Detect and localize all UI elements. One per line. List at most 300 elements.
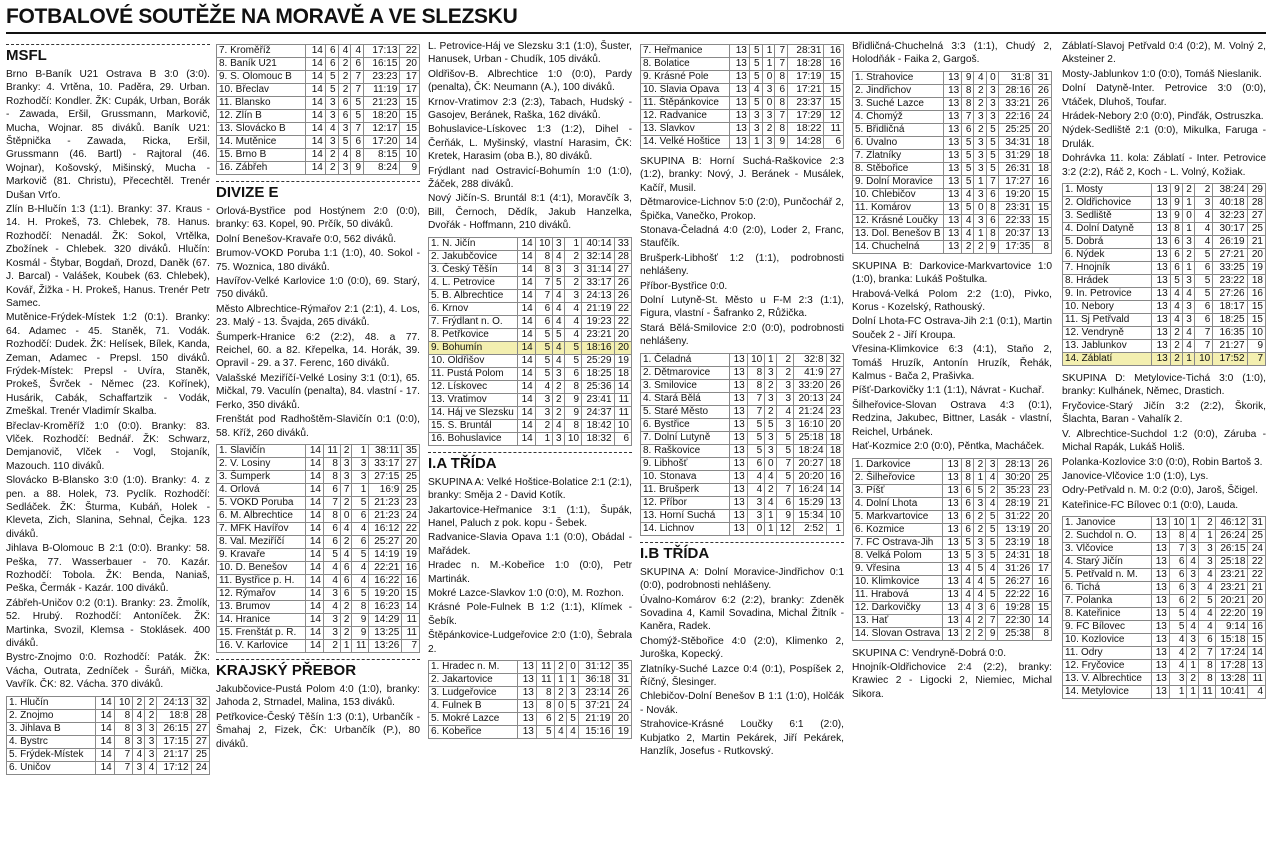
table-cell: 18:16 — [582, 341, 614, 354]
table-cell: 3 — [553, 367, 564, 380]
table-cell: 26 — [1033, 84, 1052, 97]
table-cell: 8. Kateřinice — [1063, 608, 1152, 621]
table-cell: 20 — [613, 712, 632, 725]
table-cell: 4 — [1187, 621, 1199, 634]
column-2 — [216, 40, 420, 856]
table-cell: 3 — [1198, 543, 1215, 556]
table-cell: 22 — [1248, 569, 1266, 582]
table-cell: 34:31 — [998, 136, 1033, 149]
table-cell: 5 — [776, 431, 793, 444]
table-cell: 15. Brno B — [217, 149, 306, 162]
table-row — [1063, 275, 1266, 288]
table-cell: 22:22 — [998, 588, 1033, 601]
match-report: Vřesina-Klimkovice 6:3 (4:1), Staňo 2, Tomáš Hruzík, Antonín Hruzík, Řehák, Kalmus - Bača 2, Prašivka. — [852, 344, 1052, 383]
table-cell: 4 — [553, 341, 564, 354]
table-cell: 3. Ludgeřovice — [429, 686, 518, 699]
table-cell: 6 — [1169, 556, 1187, 569]
table-cell: 25 — [402, 483, 420, 496]
table-cell: 5 — [986, 588, 998, 601]
table-row — [429, 393, 632, 406]
standings-table — [640, 353, 844, 536]
table-cell: 2 — [553, 380, 564, 393]
table-cell: 1. Hradec n. M. — [429, 660, 518, 673]
table-cell: 37:21 — [578, 699, 613, 712]
table-cell: 6 — [1194, 301, 1212, 314]
table-cell: 19:28 — [998, 601, 1033, 614]
table-cell: 6 — [536, 712, 554, 725]
table-cell: 5. B. Albrechtice — [429, 289, 518, 302]
table-cell: 5 — [986, 136, 998, 149]
table-cell: 6 — [1169, 595, 1187, 608]
table-row — [1063, 197, 1266, 210]
table-cell: 6 — [986, 601, 998, 614]
table-cell: 2. V. Losiny — [217, 457, 306, 470]
table-cell: 6. Úvalno — [853, 136, 944, 149]
table-cell: 5. Petřvald n. M. — [1063, 569, 1152, 582]
table-cell: 8 — [564, 380, 581, 393]
table-cell: 5 — [749, 71, 762, 84]
table-cell: 11:19 — [364, 84, 400, 97]
table-cell: 4 — [765, 470, 776, 483]
match-report: SKUPINA D: Metylovice-Tichá 3:0 (1:0), branky: Kulhánek, Němec, Drastich. — [1062, 373, 1266, 398]
table-cell: 13 — [1152, 327, 1170, 340]
table-cell: 24 — [191, 761, 209, 774]
table-cell: 5 — [535, 328, 552, 341]
table-cell: 6. Kozmice — [853, 523, 943, 536]
section-heading: DIVIZE E — [216, 181, 420, 202]
table-cell: 3 — [133, 735, 145, 748]
table-cell: 2 — [340, 626, 352, 639]
table-cell: 14 — [306, 45, 326, 58]
table-cell: 17:35 — [998, 240, 1033, 253]
table-cell: 3 — [765, 444, 776, 457]
table-cell: 14 — [518, 406, 535, 419]
table-row — [853, 84, 1052, 97]
table-cell: 3 — [145, 748, 157, 761]
table-cell: 5 — [962, 136, 974, 149]
table-cell: 9 — [1170, 210, 1182, 223]
table-cell: 2 — [776, 366, 793, 379]
table-cell: 8 — [351, 149, 364, 162]
table-cell: 13 — [518, 712, 537, 725]
table-cell: 21 — [1033, 497, 1052, 510]
table-cell: 26:27 — [998, 575, 1033, 588]
table-cell: 2. Jindřichov — [853, 84, 944, 97]
table-cell: 9. Bohumín — [429, 341, 518, 354]
table-cell: 18:25 — [582, 367, 614, 380]
table-cell: 2 — [325, 162, 338, 175]
table-cell: 4 — [747, 483, 764, 496]
table-cell: 2 — [338, 58, 351, 71]
table-cell: 26 — [614, 289, 631, 302]
table-cell: 7 — [114, 748, 132, 761]
table-cell: 14 — [306, 444, 324, 457]
table-cell: 4 — [1194, 210, 1212, 223]
table-cell: 31:26 — [998, 562, 1033, 575]
table-row — [429, 367, 632, 380]
table-cell: 11 — [402, 613, 420, 626]
table-cell: 3 — [1182, 236, 1194, 249]
table-cell: 7 — [1198, 647, 1215, 660]
table-cell: 3 — [1169, 673, 1187, 686]
table-cell: 21 — [1247, 236, 1265, 249]
match-report: Úvalno-Komárov 6:2 (2:2), branky: Zdeněk Sovadina 4, Kamil Sovadina, Michal Žitník - Kaněra, Radek. — [640, 594, 844, 633]
table-cell: 17 — [400, 84, 420, 97]
table-cell: 5 — [765, 418, 776, 431]
table-cell: 33:17 — [582, 276, 614, 289]
table-cell: 6 — [535, 302, 552, 315]
table-cell: 17:29 — [788, 110, 824, 123]
table-cell: 23:22 — [1213, 275, 1247, 288]
table-cell: 3 — [973, 549, 985, 562]
table-cell: 4 — [765, 496, 776, 509]
table-cell: 23:21 — [582, 328, 614, 341]
standings-table — [1062, 183, 1266, 366]
table-cell: 2 — [986, 484, 998, 497]
table-cell: 10. Kozlovice — [1063, 634, 1152, 647]
table-cell: 15 — [400, 110, 420, 123]
table-cell: 5 — [986, 536, 998, 549]
table-cell: 14 — [518, 341, 535, 354]
table-cell: 25 — [1033, 471, 1052, 484]
table-cell: 13 — [1152, 556, 1170, 569]
table-cell: 5 — [961, 536, 973, 549]
table-cell: 8 — [1198, 673, 1215, 686]
table-cell: 3 — [553, 237, 564, 250]
table-cell: 17:52 — [1213, 353, 1247, 366]
table-cell: 29 — [1247, 184, 1265, 197]
table-cell: 5 — [1194, 275, 1212, 288]
table-cell: 4 — [749, 84, 762, 97]
table-cell: 3 — [324, 613, 341, 626]
table-cell: 3 — [564, 263, 581, 276]
table-cell: 1 — [765, 522, 776, 535]
table-cell: 14:28 — [788, 136, 824, 149]
table-cell: 40:14 — [582, 237, 614, 250]
table-cell: 16 — [824, 45, 844, 58]
table-cell: 26 — [613, 686, 632, 699]
table-cell: 27 — [402, 457, 420, 470]
table-cell: 1 — [1187, 686, 1199, 699]
table-cell: 2 — [961, 627, 973, 640]
table-cell: 4 — [1187, 530, 1199, 543]
table-cell: 21:23 — [364, 97, 400, 110]
table-row — [1063, 634, 1266, 647]
table-cell: 20:27 — [794, 457, 826, 470]
table-cell: 7 — [775, 110, 788, 123]
table-cell: 6 — [351, 58, 364, 71]
table-cell: 1. Čeladná — [641, 353, 730, 366]
table-row — [217, 561, 420, 574]
table-cell: 27 — [826, 366, 843, 379]
table-cell: 14 — [400, 136, 420, 149]
table-cell: 24 — [613, 699, 632, 712]
table-cell: 6 — [340, 587, 352, 600]
table-cell: 4 — [747, 470, 764, 483]
table-cell: 3 — [974, 136, 986, 149]
table-cell: 4. Dolní Lhota — [853, 497, 943, 510]
table-cell: 1 — [765, 353, 776, 366]
table-cell: 4. Starý Jičín — [1063, 556, 1152, 569]
table-cell: 16. Zábřeh — [217, 162, 306, 175]
table-cell: 2 — [1170, 327, 1182, 340]
table-cell: 6 — [340, 574, 352, 587]
table-cell: 13 — [730, 483, 747, 496]
match-report: Bohuslavice-Lískovec 1:3 (1:2), Dihel - Čerňák, L. Myšinský, vlastní Harasim, ČK: Kretek, Harasim (oba B.), 80 diváků. — [428, 124, 632, 163]
table-cell: 4 — [776, 405, 793, 418]
table-cell: 18 — [826, 431, 843, 444]
table-cell: 6 — [1194, 314, 1212, 327]
match-report: Dolní Benešov-Kravaře 0:0, 562 diváků. — [216, 233, 397, 245]
table-cell: 13 — [730, 71, 750, 84]
table-cell: 7 — [747, 392, 764, 405]
table-cell: 2. Oldřichovice — [1063, 197, 1152, 210]
table-cell: 12. Rýmařov — [217, 587, 306, 600]
table-cell: 2 — [762, 123, 775, 136]
table-cell: 1 — [1182, 197, 1194, 210]
table-row — [1063, 582, 1266, 595]
table-cell: 1 — [352, 483, 369, 496]
table-row — [7, 722, 210, 735]
table-cell: 6 — [351, 136, 364, 149]
table-cell: 0 — [986, 71, 998, 84]
table-row — [429, 354, 632, 367]
table-row — [1063, 353, 1266, 366]
table-cell: 6 — [961, 484, 973, 497]
table-cell: 13 — [943, 536, 962, 549]
table-cell: 4 — [961, 601, 973, 614]
table-cell: 5 — [747, 418, 764, 431]
table-cell: 18:32 — [582, 432, 614, 445]
table-cell: 9 — [962, 71, 974, 84]
table-cell: 2 — [1187, 647, 1199, 660]
table-cell: 0 — [765, 457, 776, 470]
table-cell: 26:15 — [1215, 543, 1248, 556]
table-cell: 11 — [1248, 673, 1266, 686]
table-cell: 7. Frýdlant n. O. — [429, 315, 518, 328]
table-cell: 11 — [536, 673, 554, 686]
table-cell: 4. Chomýž — [853, 110, 944, 123]
table-cell: 14 — [306, 97, 326, 110]
table-cell: 4 — [1182, 327, 1194, 340]
table-row — [641, 136, 844, 149]
table-cell: 6 — [986, 214, 998, 227]
table-cell: 14 — [306, 71, 326, 84]
table-cell: 7 — [775, 58, 788, 71]
match-report: Dohrávka 11. kola: Záblatí - Inter. Petrovice 3:2 (2:2), Ráč 2, Koch - L. Volný, Kožiak. — [1062, 153, 1266, 178]
table-cell: 3 — [986, 97, 998, 110]
table-cell: 3 — [765, 431, 776, 444]
table-cell: 3 — [762, 84, 775, 97]
table-cell: 4 — [340, 548, 352, 561]
match-report: V. Albrechtice-Suchdol 1:2 (0:0), Záruba - Michal Rapák, Lukáš Holiš. — [1062, 428, 1266, 454]
table-cell: 1. N. Jičín — [429, 237, 518, 250]
table-cell: 3 — [1182, 301, 1194, 314]
table-cell: 4 — [351, 45, 364, 58]
table-cell: 3 — [535, 393, 552, 406]
table-cell: 2 — [1187, 595, 1199, 608]
table-cell: 13 — [943, 71, 962, 84]
match-report: Brno B-Baník U21 Ostrava B 3:0 (3:0). Branky: 4. Vrtěna, 10. Paděra, 29. Urban. Rozhodčí: Kondler. ŽK: Cupák, Urban, Borák - Zawada, Eršil, Grussmann, Markovič, Mucha, Wojnar. 85 diváků. Baník U21: Štěpnička - Zawada, Ricka, Eršil, Grussmann (46. Bartl) - Rajtoral (46. Wojnar), Košovský, Mišinský, Mucha - Markovič (81. Christu), Přecechtěl. Trenér Dušan Vrťo. — [6, 69, 210, 201]
table-cell: 13 — [1248, 660, 1266, 673]
table-cell: 8 — [1198, 660, 1215, 673]
table-cell: 4 — [564, 302, 581, 315]
table-row — [1063, 673, 1266, 686]
table-cell: 41:9 — [794, 366, 826, 379]
table-cell: 15:29 — [794, 496, 826, 509]
table-cell: 9. Vřesina — [853, 562, 943, 575]
table-cell: 14 — [96, 735, 114, 748]
table-cell: 14 — [96, 709, 114, 722]
table-cell: 7 — [535, 289, 552, 302]
table-cell: 16 — [402, 561, 420, 574]
table-cell: 15 — [1033, 601, 1052, 614]
table-cell: 20 — [1033, 523, 1052, 536]
table-cell: 14 — [96, 761, 114, 774]
table-cell: 13. V. Albrechtice — [1063, 673, 1152, 686]
table-cell: 15 — [824, 71, 844, 84]
table-row — [641, 405, 844, 418]
table-cell: 1 — [826, 522, 843, 535]
table-cell: 12 — [824, 110, 844, 123]
table-row — [429, 660, 632, 673]
match-report: SKUPINA A: Velké Hoštice-Bolatice 2:1 (2:1), branky: Směja 2 - David Kotík. — [428, 476, 632, 502]
table-row — [853, 227, 1052, 240]
table-cell: 13 — [1152, 647, 1170, 660]
table-cell: 13 — [518, 686, 537, 699]
table-cell: 14 — [306, 535, 324, 548]
table-cell: 4 — [1170, 288, 1182, 301]
table-cell: 16 — [1247, 288, 1265, 301]
table-cell: 3 — [133, 761, 145, 774]
table-cell: 13 — [943, 614, 962, 627]
table-cell: 22 — [400, 45, 420, 58]
table-cell: 7 — [402, 639, 420, 652]
table-cell: 2 — [554, 660, 566, 673]
table-cell: 5. Markvartovice — [853, 510, 943, 523]
table-cell: 18 — [1033, 536, 1052, 549]
table-cell: 18:17 — [1213, 301, 1247, 314]
match-report: Šumperk-Hranice 6:2 (2:2), 48. a 77. Reichel, 60. a 82. Křepelka, 14. Horák, 39. Opravil - 29. a 37. Ferenc, 160 diváků. — [216, 331, 420, 370]
table-cell: 5. Frýdek-Místek — [7, 748, 96, 761]
table-cell: 3 — [145, 735, 157, 748]
table-row — [853, 549, 1052, 562]
table-row — [1063, 530, 1266, 543]
table-cell: 13 — [943, 510, 962, 523]
table-cell: 3 — [974, 149, 986, 162]
table-cell: 5 — [749, 97, 762, 110]
table-cell: 13 — [518, 673, 537, 686]
table-cell: 2 — [340, 496, 352, 509]
table-cell: 13 — [1033, 227, 1052, 240]
table-cell: 13 — [730, 509, 747, 522]
table-cell: 4 — [1194, 223, 1212, 236]
table-cell: 35 — [402, 444, 420, 457]
table-cell: 5 — [351, 97, 364, 110]
match-report: Příbor-Bystřice 0:0. — [640, 280, 728, 292]
table-cell: 10. Slavia Opava — [641, 84, 730, 97]
table-cell: 25 — [1247, 223, 1265, 236]
table-row — [429, 419, 632, 432]
table-cell: 16:12 — [369, 522, 402, 535]
table-cell: 1. Strahovice — [853, 71, 944, 84]
table-cell: 11. Štěpánkovice — [641, 97, 730, 110]
table-cell: 31:14 — [582, 263, 614, 276]
table-cell: 13 — [943, 601, 962, 614]
table-cell: 15 — [400, 123, 420, 136]
table-cell: 20 — [402, 535, 420, 548]
table-row — [429, 686, 632, 699]
table-cell: 2 — [340, 444, 352, 457]
match-report: SKUPINA B: Horní Suchá-Raškovice 2:3 (1:2), branky: Nový, J. Beránek - Musálek, Kačíř, Musil. — [640, 156, 844, 194]
table-row — [217, 613, 420, 626]
table-cell: 21:27 — [1213, 340, 1247, 353]
table-cell: 22 — [1248, 556, 1266, 569]
table-cell: 9. FC Bílovec — [1063, 621, 1152, 634]
table-cell: 13 — [943, 497, 962, 510]
table-cell: 20 — [1248, 595, 1266, 608]
table-row — [217, 110, 420, 123]
table-row — [429, 406, 632, 419]
table-cell: 1. Mosty — [1063, 184, 1152, 197]
table-row — [853, 523, 1052, 536]
table-cell: 14 — [306, 149, 326, 162]
table-cell: 10 — [400, 149, 420, 162]
table-cell: 14 — [614, 380, 631, 393]
table-cell: 23 — [402, 496, 420, 509]
table-cell: 11 — [1198, 686, 1215, 699]
table-cell: 2 — [974, 123, 986, 136]
table-cell: 2 — [553, 406, 564, 419]
table-row — [429, 263, 632, 276]
table-cell: 16 — [826, 470, 843, 483]
table-cell: 2 — [554, 712, 566, 725]
table-cell: 1 — [973, 471, 985, 484]
table-cell: 4 — [973, 588, 985, 601]
table-cell: 15 — [1247, 301, 1265, 314]
table-cell: 1 — [1187, 660, 1199, 673]
table-row — [217, 470, 420, 483]
table-cell: 12. Lískovec — [429, 380, 518, 393]
table-row — [641, 457, 844, 470]
table-cell: 3 — [1182, 275, 1194, 288]
standings-table — [1062, 516, 1266, 699]
table-cell: 4 — [553, 289, 564, 302]
table-row — [853, 471, 1052, 484]
table-cell: 4 — [961, 588, 973, 601]
table-row — [853, 588, 1052, 601]
table-cell: 0 — [554, 699, 566, 712]
table-cell: 20 — [1247, 249, 1265, 262]
table-cell: 13 — [943, 162, 962, 175]
table-cell: 13 — [1152, 634, 1170, 647]
table-cell: 8 — [114, 735, 132, 748]
table-cell: 24 — [826, 392, 843, 405]
table-cell: 13 — [943, 123, 962, 136]
table-cell: 1 — [765, 509, 776, 522]
table-row — [853, 484, 1052, 497]
table-cell: 5 — [566, 699, 578, 712]
table-cell: 13 — [1152, 543, 1170, 556]
table-cell: 3 — [325, 136, 338, 149]
table-cell: 12. Radvanice — [641, 110, 730, 123]
match-report: Štěpánkovice-Ludgeřovice 2:0 (1:0), Šebrala 2. — [428, 630, 632, 655]
table-cell: 8 — [564, 419, 581, 432]
table-row — [853, 71, 1052, 84]
match-report: Odry-Petřvald n. M. 0:2 (0:0), Jaroš, Ščigel. — [1062, 485, 1258, 497]
table-cell: 7 — [1194, 340, 1212, 353]
match-report: Janovice-Vlčovice 1:0 (1:0), Lys. — [1062, 470, 1209, 482]
